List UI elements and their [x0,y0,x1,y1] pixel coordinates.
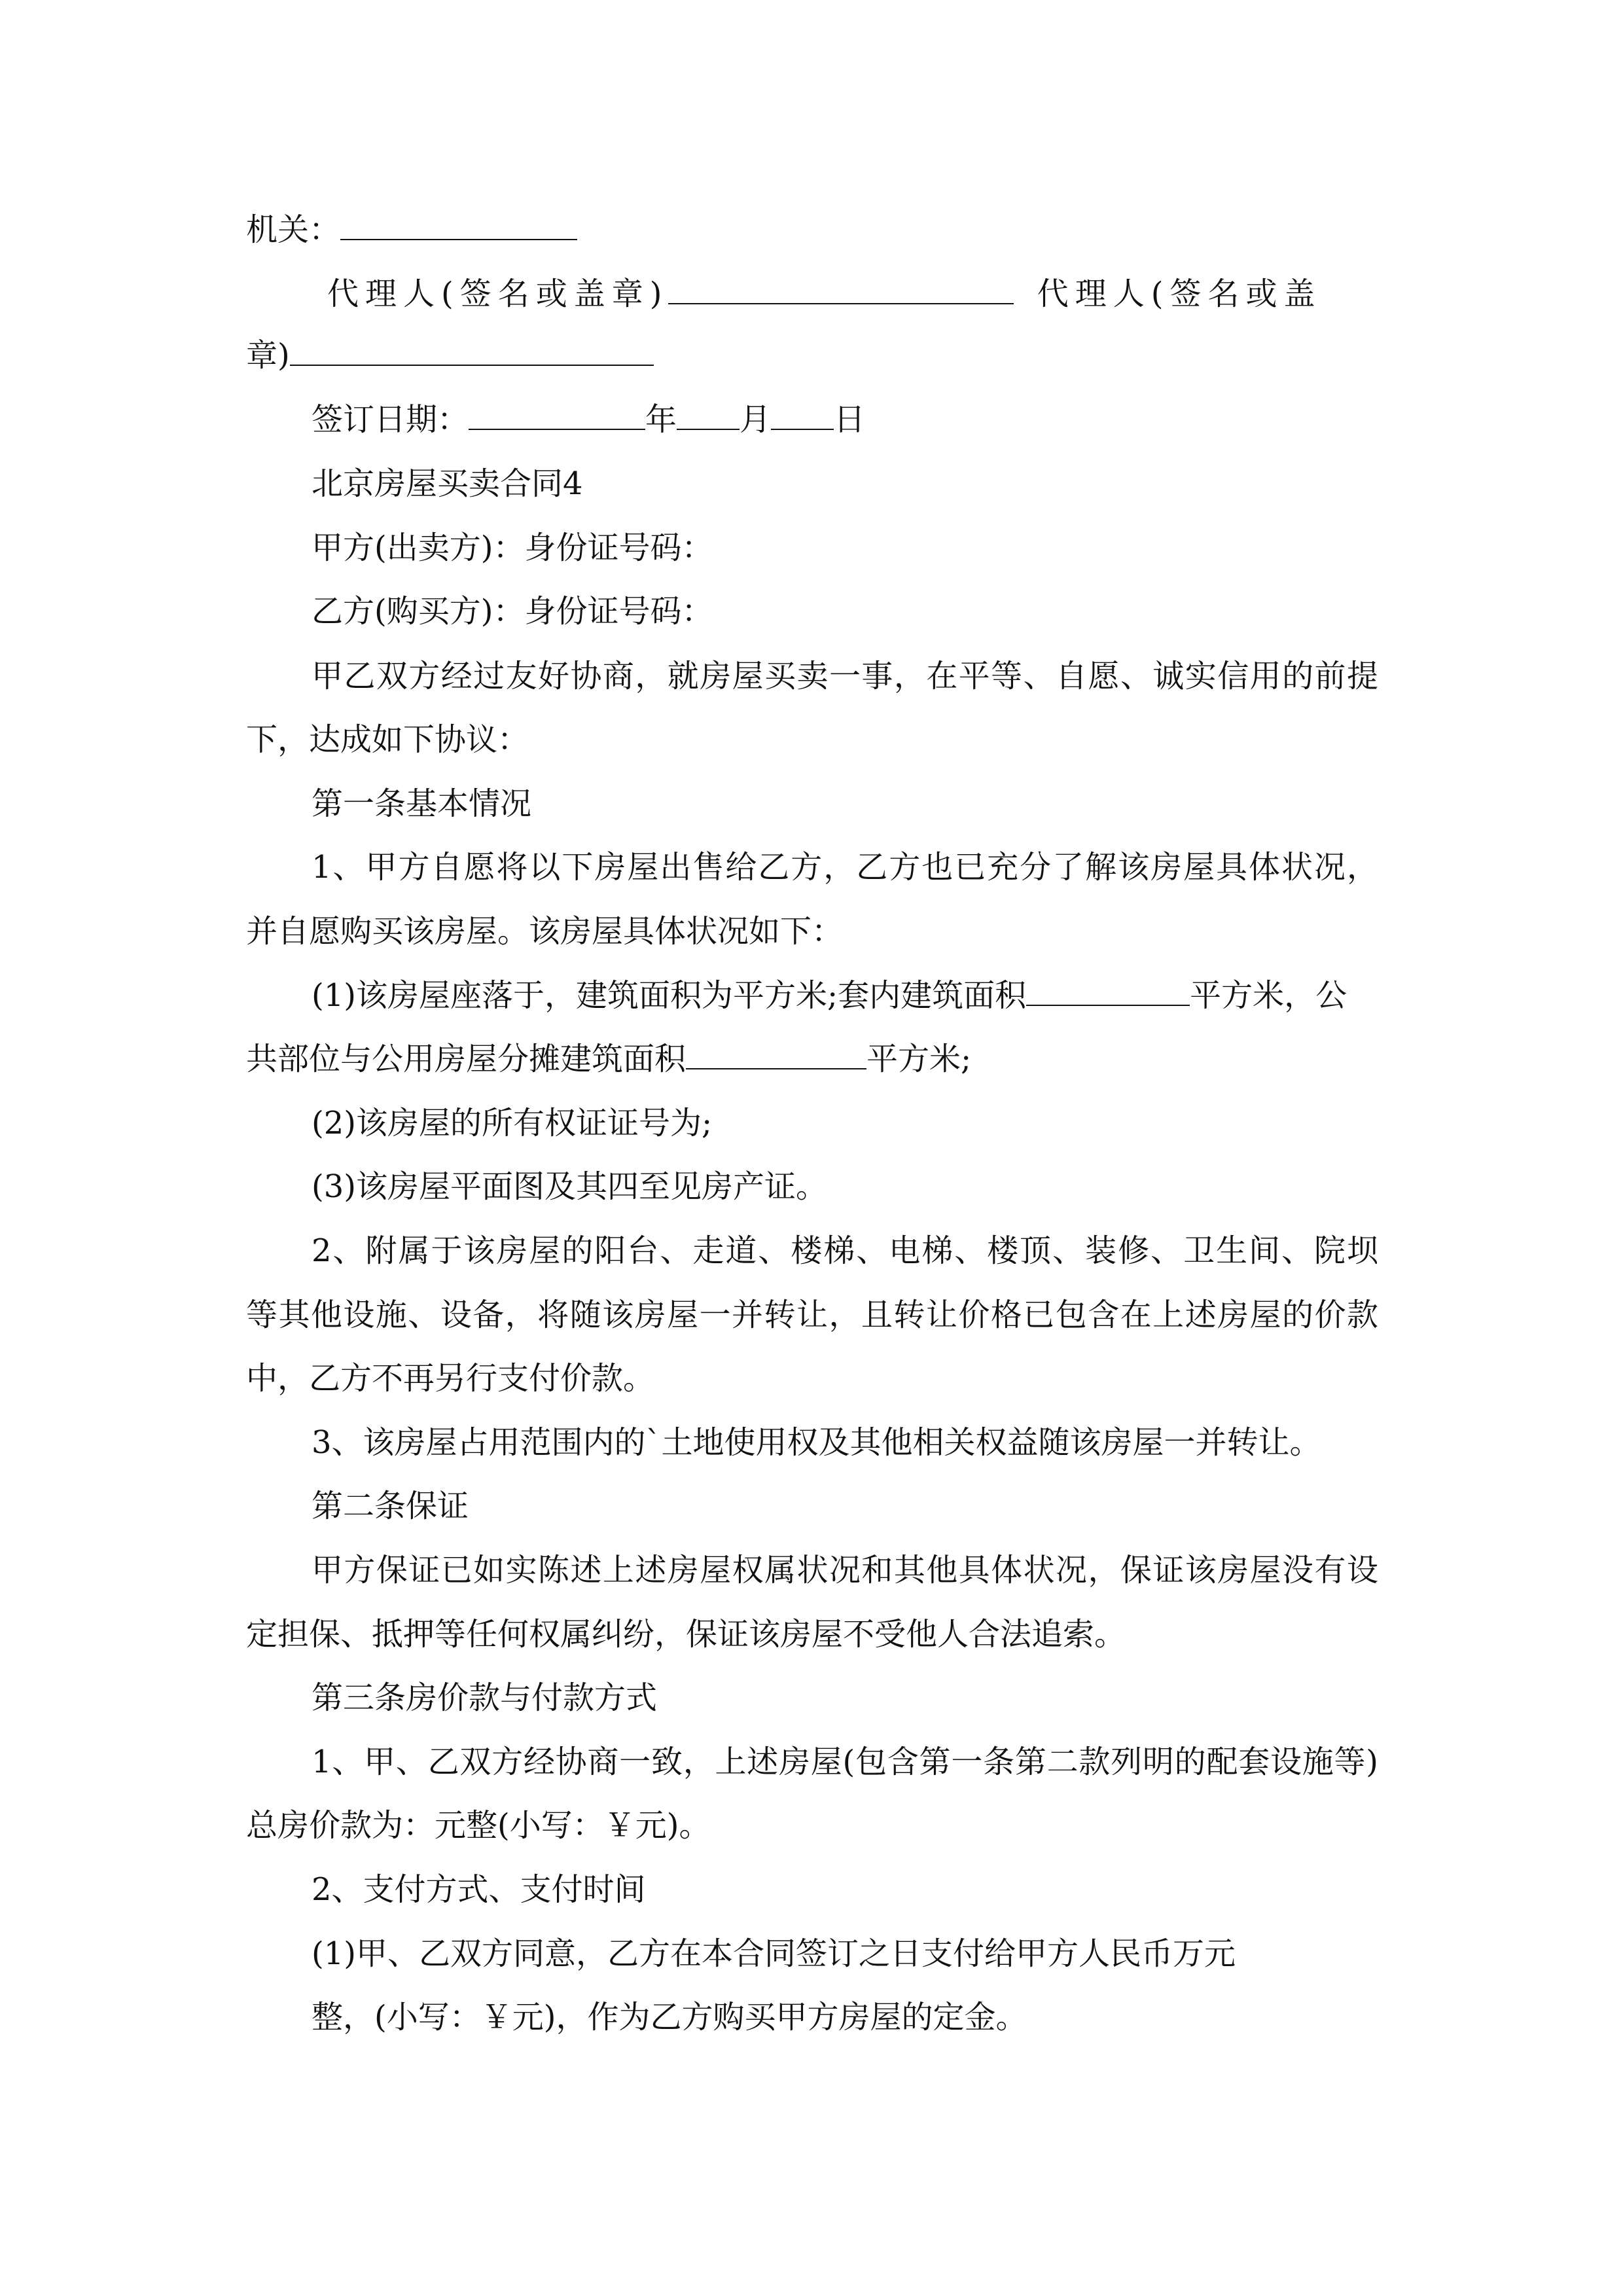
day-blank [771,400,834,430]
sign-date-line [312,400,1378,439]
shared-area-blank [686,1039,866,1069]
art1-item1-text-c: 共部位与公用房屋分摊建筑面积 [246,1041,687,1077]
office-label: 机关： [246,211,341,248]
agent-zhang: 章) [246,337,290,374]
art1-para3: 3、该房屋占用范围内的`土地使用权及其他相关权益随该房屋一并转让。 [312,1424,1321,1461]
article-3-title: 第三条房价款与付款方式 [312,1679,658,1716]
art1-para2-line2: 等其他设施、设备，将随该房屋一并转让，且转让价格已包含在上述房屋的价款 [246,1297,1378,1333]
art1-item2: (2)该房屋的所有权证证号为; [312,1105,713,1141]
agent-zhang-blank [290,336,654,366]
party-a-line: 甲方(出卖方)：身份证号码： [312,529,713,566]
art3-para2: 2、支付方式、支付时间 [312,1871,646,1908]
art2-para1-line2: 定担保、抵押等任何权属纠纷，保证该房屋不受他人合法追索。 [246,1616,1126,1653]
art3-item1-line2: 整，(小写：￥元)，作为乙方购买甲方房屋的定金。 [312,1999,1027,2036]
office-blank [340,210,577,240]
art3-para1-line1: 1、甲、乙双方经协商一致，上述房屋(包含第一条第二款列明的配套设施等) [312,1744,1378,1780]
agent-left-label: 代理人(签名或盖章) [327,276,669,312]
year-blank [469,400,645,430]
year-label: 年 [645,401,677,438]
art1-item1-text-a: (1)该房屋座落于，建筑面积为平方米;套内建筑面积 [312,977,1027,1014]
intro-line-2: 下，达成如下协议： [246,721,529,758]
day-label: 日 [834,401,866,438]
month-label: 月 [740,401,772,438]
inner-area-blank [1026,976,1190,1006]
art1-item3: (3)该房屋平面图及其四至见房产证。 [312,1168,827,1205]
art3-item1-line1: (1)甲、乙双方同意，乙方在本合同签订之日支付给甲方人民币万元 [312,1935,1236,1972]
agent-line [327,274,1378,314]
art1-para2-line1: 2、附属于该房屋的阳台、走道、楼梯、电梯、楼顶、装修、卫生间、院坝 [312,1232,1378,1269]
art1-item1-line2 [246,1039,1378,1079]
art2-para1-line1: 甲方保证已如实陈述上述房屋权属状况和其他具体状况，保证该房屋没有设 [312,1552,1378,1588]
art3-para1-line2: 总房价款为：元整(小写：￥元)。 [246,1807,711,1844]
agent-right-label: 代理人(签名或盖 [1037,276,1322,312]
party-b-line: 乙方(购买方)：身份证号码： [312,593,713,630]
art1-para1-line2: 并自愿购买该房屋。该房屋具体状况如下： [246,913,844,950]
art1-para1-line1: 1、甲方自愿将以下房屋出售给乙方，乙方也已充分了解该房屋具体状况， [312,849,1378,886]
contract-title: 北京房屋买卖合同4 [312,465,583,502]
art1-item1-text-d: 平方米; [866,1041,972,1077]
art1-item1-line1 [312,976,1378,1015]
article-2-title: 第二条保证 [312,1488,469,1524]
sign-date-label: 签订日期： [312,401,469,438]
article-1-title: 第一条基本情况 [312,785,532,822]
intro-line-1: 甲乙双方经过友好协商，就房屋买卖一事，在平等、自愿、诚实信用的前提 [312,658,1378,694]
month-blank [677,400,740,430]
office-line [246,210,1378,249]
agent-left-blank [668,274,1014,304]
art1-item1-text-b: 平方米，公 [1190,977,1347,1014]
agent-continuation [246,336,1378,375]
art1-para2-line3: 中，乙方不再另行支付价款。 [246,1360,655,1397]
